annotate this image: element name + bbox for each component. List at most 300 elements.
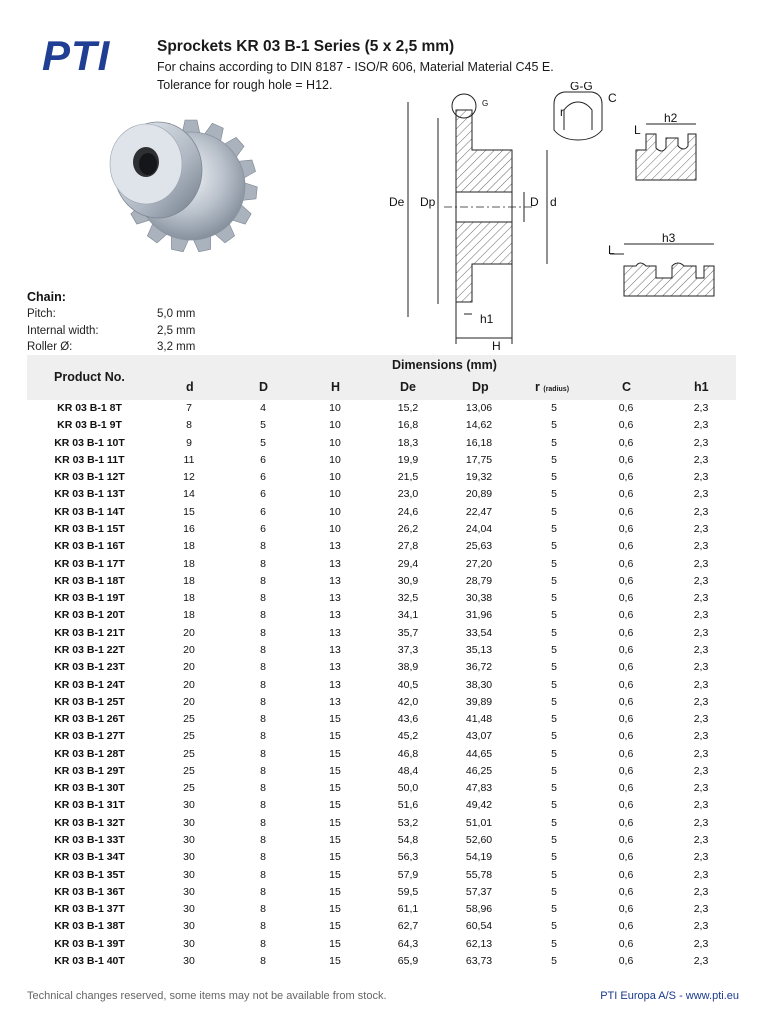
cell-H: 15 <box>329 747 341 760</box>
table-row <box>27 884 736 901</box>
cell-De: 57,9 <box>397 868 419 881</box>
cell-d: 20 <box>183 661 195 674</box>
cell-C: 0,6 <box>618 626 634 639</box>
internal-width-value: 2,5 mm <box>157 325 196 337</box>
table-row <box>27 849 736 866</box>
cell-Dp: 63,73 <box>465 955 493 967</box>
cell-Dp: 27,20 <box>465 557 493 570</box>
cell-product-no: KR 03 B-1 13T <box>54 488 125 501</box>
cell-d: 25 <box>183 730 195 743</box>
cell-Dp: 31,96 <box>465 609 493 622</box>
cell-D-upper: 8 <box>260 799 266 812</box>
cell-De: 45,2 <box>397 730 419 743</box>
cell-H: 10 <box>329 402 341 414</box>
header-h1: h1 <box>694 380 709 394</box>
cell-d: 30 <box>183 868 195 881</box>
cell-product-no: KR 03 B-1 32T <box>54 816 125 829</box>
cell-product-no: KR 03 B-1 27T <box>54 730 125 743</box>
cell-Dp: 19,32 <box>465 471 493 484</box>
cell-r: 5 <box>551 868 557 881</box>
cell-r: 5 <box>551 782 557 795</box>
cell-h1: 2,3 <box>693 643 709 656</box>
page-title: Sprockets KR 03 B-1 Series (5 x 2,5 mm) <box>157 38 455 55</box>
cell-h1: 2,3 <box>693 903 709 916</box>
cell-C: 0,6 <box>618 402 634 414</box>
cell-Dp: 43,07 <box>465 730 493 743</box>
cell-product-no: KR 03 B-1 29T <box>54 764 125 777</box>
cell-De: 27,8 <box>397 540 419 553</box>
cell-product-no: KR 03 B-1 35T <box>54 868 125 881</box>
cell-H: 15 <box>329 955 341 967</box>
cell-De: 38,9 <box>397 661 419 674</box>
cell-De: 42,0 <box>397 695 419 708</box>
table-row <box>27 659 736 676</box>
cell-r: 5 <box>551 609 557 622</box>
cell-r: 5 <box>551 557 557 570</box>
cell-De: 51,6 <box>397 799 419 812</box>
table-row <box>27 763 736 780</box>
cell-h1: 2,3 <box>693 592 709 605</box>
cell-product-no: KR 03 B-1 12T <box>54 471 125 484</box>
cell-d: 25 <box>183 747 195 760</box>
label-h1: h1 <box>480 312 494 326</box>
cell-D-upper: 8 <box>260 609 266 622</box>
cell-D-upper: 8 <box>260 626 266 639</box>
cell-d: 7 <box>186 402 192 414</box>
cell-H: 15 <box>329 834 341 847</box>
cell-product-no: KR 03 B-1 18T <box>54 574 125 587</box>
header-dimensions: Dimensions (mm) <box>392 358 497 372</box>
cell-h1: 2,3 <box>693 626 709 639</box>
cell-C: 0,6 <box>618 713 634 726</box>
cell-C: 0,6 <box>618 540 634 553</box>
cell-D-upper: 4 <box>260 402 266 414</box>
cell-H: 10 <box>329 471 341 484</box>
cell-C: 0,6 <box>618 436 634 449</box>
cell-product-no: KR 03 B-1 14T <box>54 505 125 518</box>
cell-De: 62,7 <box>397 920 419 933</box>
cell-H: 15 <box>329 816 341 829</box>
cell-C: 0,6 <box>618 592 634 605</box>
cell-product-no: KR 03 B-1 15T <box>54 522 125 535</box>
header-d: d <box>186 380 194 394</box>
table-row <box>27 711 736 728</box>
cell-d: 20 <box>183 643 195 656</box>
logo-text: PTI <box>42 34 111 76</box>
cell-d: 30 <box>183 799 195 812</box>
cell-Dp: 47,83 <box>465 782 493 795</box>
cell-De: 32,5 <box>397 592 419 605</box>
cell-De: 65,9 <box>397 955 419 967</box>
cell-De: 30,9 <box>397 574 419 587</box>
cell-h1: 2,3 <box>693 488 709 501</box>
cell-d: 9 <box>186 436 192 449</box>
cell-H: 15 <box>329 713 341 726</box>
cell-De: 40,5 <box>397 678 419 691</box>
cell-h1: 2,3 <box>693 937 709 950</box>
cell-r: 5 <box>551 488 557 501</box>
cell-h1: 2,3 <box>693 851 709 864</box>
label-l-bottom: L <box>608 243 615 257</box>
cell-Dp: 60,54 <box>465 920 493 933</box>
cell-H: 13 <box>329 643 341 656</box>
cell-h1: 2,3 <box>693 540 709 553</box>
cell-Dp: 38,30 <box>465 678 493 691</box>
cell-C: 0,6 <box>618 903 634 916</box>
cell-H: 13 <box>329 626 341 639</box>
cell-Dp: 44,65 <box>465 747 493 760</box>
cell-d: 14 <box>183 488 195 501</box>
cell-Dp: 24,04 <box>465 522 493 535</box>
cell-product-no: KR 03 B-1 31T <box>54 799 125 812</box>
cell-d: 25 <box>183 782 195 795</box>
cell-C: 0,6 <box>618 920 634 933</box>
cell-C: 0,6 <box>618 747 634 760</box>
cell-D-upper: 8 <box>260 937 266 950</box>
cell-r: 5 <box>551 592 557 605</box>
cell-product-no: KR 03 B-1 10T <box>54 436 125 449</box>
cell-h1: 2,3 <box>693 782 709 795</box>
table-row <box>27 469 736 486</box>
table-row <box>27 728 736 745</box>
cell-C: 0,6 <box>618 885 634 898</box>
label-l-top: L <box>634 123 641 137</box>
cell-Dp: 13,06 <box>465 402 493 414</box>
sprocket-table-body <box>27 400 736 970</box>
cell-r: 5 <box>551 643 557 656</box>
cell-product-no: KR 03 B-1 37T <box>54 903 125 916</box>
cell-d: 25 <box>183 713 195 726</box>
cell-H: 15 <box>329 868 341 881</box>
cell-De: 23,0 <box>397 488 419 501</box>
cell-r: 5 <box>551 816 557 829</box>
cell-r: 5 <box>551 419 557 432</box>
cell-h1: 2,3 <box>693 402 709 414</box>
cell-D-upper: 8 <box>260 782 266 795</box>
table-row <box>27 590 736 607</box>
cell-C: 0,6 <box>618 419 634 432</box>
cell-h1: 2,3 <box>693 436 709 449</box>
cell-h1: 2,3 <box>693 868 709 881</box>
cell-product-no: KR 03 B-1 26T <box>54 713 125 726</box>
cell-product-no: KR 03 B-1 8T <box>57 402 122 414</box>
cell-d: 20 <box>183 678 195 691</box>
table-row <box>27 832 736 849</box>
cell-d: 18 <box>183 540 195 553</box>
cell-H: 13 <box>329 574 341 587</box>
cell-H: 13 <box>329 678 341 691</box>
cell-H: 15 <box>329 885 341 898</box>
cell-r: 5 <box>551 505 557 518</box>
header-Dp: Dp <box>472 380 489 394</box>
cell-De: 46,8 <box>397 747 419 760</box>
cell-H: 13 <box>329 661 341 674</box>
cell-d: 30 <box>183 885 195 898</box>
cell-C: 0,6 <box>618 937 634 950</box>
cell-De: 56,3 <box>397 851 419 864</box>
cell-product-no: KR 03 B-1 36T <box>54 885 125 898</box>
cell-Dp: 30,38 <box>465 592 493 605</box>
cell-d: 16 <box>183 522 195 535</box>
table-row <box>27 625 736 642</box>
cell-De: 61,1 <box>397 903 419 916</box>
cell-C: 0,6 <box>618 643 634 656</box>
cell-r: 5 <box>551 678 557 691</box>
cell-D-upper: 8 <box>260 678 266 691</box>
cell-H: 13 <box>329 540 341 553</box>
cell-r: 5 <box>551 799 557 812</box>
cell-d: 8 <box>186 419 192 432</box>
footer-company: PTI Europa A/S - www.pti.eu <box>600 990 739 1002</box>
cell-D-upper: 6 <box>260 505 266 518</box>
cell-De: 34,1 <box>397 609 419 622</box>
cell-Dp: 33,54 <box>465 626 493 639</box>
cell-r: 5 <box>551 540 557 553</box>
table-header <box>27 355 736 400</box>
cell-product-no: KR 03 B-1 38T <box>54 920 125 933</box>
cell-H: 15 <box>329 799 341 812</box>
internal-width-label: Internal width: <box>27 325 99 337</box>
cell-d: 30 <box>183 816 195 829</box>
cell-C: 0,6 <box>618 782 634 795</box>
pitch-label: Pitch: <box>27 308 56 320</box>
cell-h1: 2,3 <box>693 419 709 432</box>
cell-D-upper: 8 <box>260 730 266 743</box>
cell-d: 30 <box>183 851 195 864</box>
cell-product-no: KR 03 B-1 40T <box>54 955 125 967</box>
cell-C: 0,6 <box>618 834 634 847</box>
cell-h1: 2,3 <box>693 505 709 518</box>
cell-D-upper: 8 <box>260 816 266 829</box>
cell-C: 0,6 <box>618 522 634 535</box>
table-row <box>27 556 736 573</box>
technical-drawing <box>384 82 724 354</box>
cell-C: 0,6 <box>618 505 634 518</box>
cell-Dp: 28,79 <box>465 574 493 587</box>
label-de: De <box>389 195 405 209</box>
cell-De: 26,2 <box>397 522 419 535</box>
cell-h1: 2,3 <box>693 920 709 933</box>
cell-De: 15,2 <box>397 402 419 414</box>
cell-h1: 2,3 <box>693 471 709 484</box>
cell-De: 19,9 <box>397 453 419 466</box>
cell-H: 10 <box>329 436 341 449</box>
cell-Dp: 46,25 <box>465 764 493 777</box>
table-row <box>27 953 736 970</box>
pitch-value: 5,0 mm <box>157 308 196 320</box>
table-row <box>27 815 736 832</box>
cell-H: 15 <box>329 730 341 743</box>
cell-D-upper: 8 <box>260 592 266 605</box>
label-h2: h2 <box>664 111 678 125</box>
cell-product-no: KR 03 B-1 33T <box>54 834 125 847</box>
cell-D-upper: 5 <box>260 419 266 432</box>
table-row <box>27 573 736 590</box>
cell-r: 5 <box>551 834 557 847</box>
cell-h1: 2,3 <box>693 799 709 812</box>
cell-product-no: KR 03 B-1 16T <box>54 540 125 553</box>
cell-H: 10 <box>329 522 341 535</box>
cell-H: 13 <box>329 695 341 708</box>
cell-product-no: KR 03 B-1 39T <box>54 937 125 950</box>
cell-H: 10 <box>329 488 341 501</box>
cell-d: 18 <box>183 592 195 605</box>
cell-r: 5 <box>551 885 557 898</box>
cell-C: 0,6 <box>618 730 634 743</box>
cell-De: 53,2 <box>397 816 419 829</box>
cell-h1: 2,3 <box>693 885 709 898</box>
cell-h1: 2,3 <box>693 764 709 777</box>
cell-H: 13 <box>329 592 341 605</box>
cell-product-no: KR 03 B-1 9T <box>57 419 122 432</box>
cell-De: 48,4 <box>397 764 419 777</box>
cell-H: 13 <box>329 609 341 622</box>
pti-logo <box>40 34 140 76</box>
cell-product-no: KR 03 B-1 22T <box>54 643 125 656</box>
cell-r: 5 <box>551 471 557 484</box>
cell-De: 29,4 <box>397 557 419 570</box>
cell-H: 15 <box>329 782 341 795</box>
cell-r: 5 <box>551 436 557 449</box>
table-row <box>27 677 736 694</box>
cell-D-upper: 8 <box>260 574 266 587</box>
table-row <box>27 780 736 797</box>
cell-d: 30 <box>183 903 195 916</box>
cell-d: 12 <box>183 471 195 484</box>
cell-D-upper: 8 <box>260 955 266 967</box>
cell-h1: 2,3 <box>693 574 709 587</box>
table-row <box>27 400 736 417</box>
header-product-no: Product No. <box>54 370 125 384</box>
cell-C: 0,6 <box>618 764 634 777</box>
label-g: G <box>482 99 489 108</box>
cell-D-upper: 8 <box>260 643 266 656</box>
material-description: For chains according to DIN 8187 - ISO/R 606, Material Material C45 E. <box>157 60 554 74</box>
cell-H: 10 <box>329 419 341 432</box>
cell-De: 16,8 <box>397 419 419 432</box>
table-row <box>27 797 736 814</box>
cell-h1: 2,3 <box>693 834 709 847</box>
cell-h1: 2,3 <box>693 730 709 743</box>
cell-Dp: 49,42 <box>465 799 493 812</box>
cell-Dp: 41,48 <box>465 713 493 726</box>
label-d-upper: D <box>530 195 539 209</box>
cell-D-upper: 8 <box>260 885 266 898</box>
cell-H: 15 <box>329 764 341 777</box>
cell-product-no: KR 03 B-1 34T <box>54 851 125 864</box>
cell-D-upper: 6 <box>260 471 266 484</box>
cell-H: 10 <box>329 453 341 466</box>
cell-r: 5 <box>551 764 557 777</box>
cell-H: 10 <box>329 505 341 518</box>
cell-De: 43,6 <box>397 713 419 726</box>
cell-H: 15 <box>329 851 341 864</box>
cell-D-upper: 8 <box>260 747 266 760</box>
header-r-sub: (radius) <box>543 386 570 393</box>
cell-h1: 2,3 <box>693 678 709 691</box>
cell-d: 30 <box>183 920 195 933</box>
cell-product-no: KR 03 B-1 17T <box>54 557 125 570</box>
cell-h1: 2,3 <box>693 661 709 674</box>
cell-Dp: 51,01 <box>465 816 493 829</box>
cell-d: 25 <box>183 764 195 777</box>
cell-De: 18,3 <box>397 436 419 449</box>
cell-d: 20 <box>183 626 195 639</box>
cell-Dp: 52,60 <box>465 834 493 847</box>
cell-h1: 2,3 <box>693 609 709 622</box>
cell-Dp: 57,37 <box>465 885 493 898</box>
cell-r: 5 <box>551 661 557 674</box>
cell-h1: 2,3 <box>693 695 709 708</box>
cell-D-upper: 8 <box>260 557 266 570</box>
tolerance-description: Tolerance for rough hole = H12. <box>157 78 333 92</box>
header-D-upper: D <box>259 380 269 394</box>
roller-value: 3,2 mm <box>157 341 196 353</box>
cell-D-upper: 8 <box>260 920 266 933</box>
cell-r: 5 <box>551 522 557 535</box>
table-row <box>27 694 736 711</box>
footer-disclaimer: Technical changes reserved, some items may not be available from stock. <box>27 990 387 1002</box>
cell-D-upper: 8 <box>260 540 266 553</box>
cell-product-no: KR 03 B-1 19T <box>54 592 125 605</box>
cell-d: 18 <box>183 574 195 587</box>
cell-De: 64,3 <box>397 937 419 950</box>
cell-r: 5 <box>551 713 557 726</box>
cell-C: 0,6 <box>618 851 634 864</box>
cell-D-upper: 8 <box>260 851 266 864</box>
label-h: H <box>492 339 501 353</box>
table-row <box>27 417 736 434</box>
cell-product-no: KR 03 B-1 21T <box>54 626 125 639</box>
cell-C: 0,6 <box>618 488 634 501</box>
cell-r: 5 <box>551 937 557 950</box>
cell-h1: 2,3 <box>693 522 709 535</box>
cell-Dp: 58,96 <box>465 903 493 916</box>
cell-r: 5 <box>551 402 557 414</box>
header-r <box>535 380 569 394</box>
cell-r: 5 <box>551 955 557 967</box>
cell-C: 0,6 <box>618 955 634 967</box>
cell-h1: 2,3 <box>693 955 709 967</box>
label-d-lower: d <box>550 195 557 209</box>
cell-Dp: 35,13 <box>465 643 493 656</box>
cell-C: 0,6 <box>618 678 634 691</box>
cell-Dp: 16,18 <box>465 436 493 449</box>
table-row <box>27 901 736 918</box>
cell-d: 11 <box>183 453 195 466</box>
table-row <box>27 642 736 659</box>
header-De: De <box>400 380 416 394</box>
cell-h1: 2,3 <box>693 713 709 726</box>
cell-product-no: KR 03 B-1 23T <box>54 661 125 674</box>
table-row <box>27 538 736 555</box>
cell-Dp: 20,89 <box>465 488 493 501</box>
cell-C: 0,6 <box>618 574 634 587</box>
cell-Dp: 54,19 <box>465 851 493 864</box>
cell-product-no: KR 03 B-1 30T <box>54 782 125 795</box>
label-gg: G-G <box>570 82 593 93</box>
cell-Dp: 36,72 <box>465 661 493 674</box>
table-row <box>27 607 736 624</box>
cell-De: 24,6 <box>397 505 419 518</box>
cell-D-upper: 8 <box>260 834 266 847</box>
cell-C: 0,6 <box>618 609 634 622</box>
cell-d: 20 <box>183 695 195 708</box>
cell-r: 5 <box>551 695 557 708</box>
cell-De: 59,5 <box>397 885 419 898</box>
cell-h1: 2,3 <box>693 453 709 466</box>
cell-r: 5 <box>551 903 557 916</box>
